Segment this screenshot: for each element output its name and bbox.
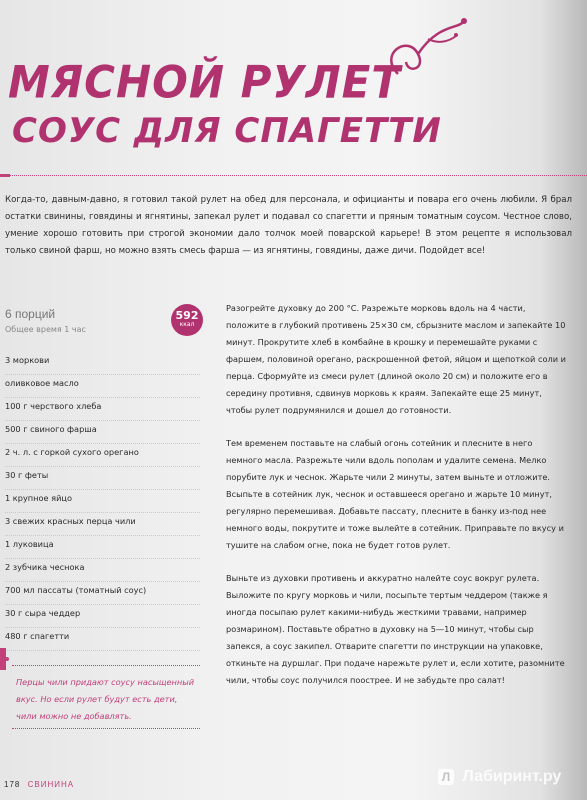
method-step-3: Выньте из духовки противень и аккуратно налейте соус вокруг рулета. Выложите по кругу морковь и чили, посыпьте тертым чеддером (также я иногда посыпаю рулет какими-нибудь жесткими травами, например розмарином). Поставьте обратно в духовку на 5—10 минут, чтобы сыр запекся, а соус закипел. Отварите спагетти по инструкции на упаковке, откиньте на дуршлаг. При подаче нарежьте рулет и, если хотите, разомните чили, чтобы соус получился поострее. И не забудьте про салат! — [226, 573, 565, 685]
portions-label: 6 порций — [5, 307, 56, 321]
ingredient-item: 700 мл пассаты (томатный соус) — [5, 582, 200, 605]
total-time-label: Общее время 1 час — [5, 325, 86, 334]
ingredient-item: 30 г сыра чеддер — [5, 605, 200, 628]
tip-tab-icon — [0, 648, 10, 670]
section-name: СВИНИНА — [27, 780, 75, 789]
tip-text: Перцы чили придают соусу насыщенный вкус. Но если рулет будут есть дети, чили можно не добавлять. — [16, 677, 195, 721]
ingredients-list — [5, 352, 200, 651]
divider-tab — [0, 174, 10, 177]
calories-unit: ккал — [179, 321, 195, 328]
ingredient-item: 30 г феты — [5, 467, 200, 490]
recipe-title — [8, 56, 568, 151]
page-footer — [4, 780, 74, 789]
method-step-1: Разогрейте духовку до 200 °С. Разрежьте морковь вдоль на 4 части, положите в глубокий противень 25×30 см, сбрызните маслом и запекайте 10 минут. Прокрутите хлеб в комбайне в крошку и перемешайте руками с фаршем, половиной орегано, раскрошенной фетой, яйцом и щепоткой соли и перца. Сформуйте из смеси рулет (длиной около 20 см) и положите его в середину противня, сдвинув морковь к краям. Запекайте еще 25 минут, чтобы рулет подрумянился и дошел до готовности. — [226, 303, 566, 415]
ingredient-item: 500 г свиного фарша — [5, 421, 200, 444]
watermark-text: Лабиринт.ру — [462, 768, 562, 785]
ingredient-item: 2 зубчика чеснока — [5, 559, 200, 582]
ingredient-item: оливковое масло — [5, 375, 200, 398]
labirint-logo-icon: Л — [438, 769, 454, 785]
title-line-1: МЯСНОЙ РУЛЕТ — [8, 56, 401, 109]
ingredient-item: 3 свежих красных перца чили — [5, 513, 200, 536]
calories-value: 592 — [175, 309, 199, 322]
method-steps — [226, 300, 566, 705]
intro-paragraph: Когда-то, давным-давно, я готовил такой рулет на обед для персонала, и официанты и повара его очень любили. Я брал остатки свинины, говядины и ягнятины, запекал рулет и подавал со спагетти и пряным томатным соусом. Честное слово, умение хорошо готовить при строгой экономии дало толчок моей поварской карьере! В этом рецепте я использовал только свиной фарш, но можно взять смесь фарша — из ягнятины, говядины, даже дичи. Подойдет все! — [5, 195, 572, 256]
ingredient-item: 2 ч. л. с горкой сухого орегано — [5, 444, 200, 467]
method-step-2: Тем временем поставьте на слабый огонь сотейник и плесните в него немного масла. Разрежьте чили вдоль пополам и удалите семена. Мелко порубите лук и чеснок. Жарьте чили 2 минуты, затем выньте и отложите. Всыпьте в сотейник лук, чеснок и оставшееся орегано и жарьте 10 минут, регулярно перемешивая. Добавьте пассату, плесните в банку из-под нее немного воды, покрутите и тоже вылейте в сотейник. Приправьте по вкусу и тушите на слабом огне, пока не будет готов рулет. — [226, 438, 564, 550]
title-divider — [0, 175, 587, 176]
tip-box — [12, 665, 200, 729]
ingredient-item: 1 крупное яйцо — [5, 490, 200, 513]
ingredient-item: 480 г спагетти — [5, 628, 200, 651]
ingredient-item: 100 г черствого хлеба — [5, 398, 200, 421]
page-number: 178 — [4, 780, 21, 789]
watermark — [438, 768, 561, 786]
ingredient-item: 3 моркови — [5, 352, 200, 375]
ingredient-item: 1 луковица — [5, 536, 200, 559]
title-line-2: СОУС ДЛЯ СПАГЕТТИ — [12, 111, 442, 151]
calories-badge — [171, 304, 203, 336]
